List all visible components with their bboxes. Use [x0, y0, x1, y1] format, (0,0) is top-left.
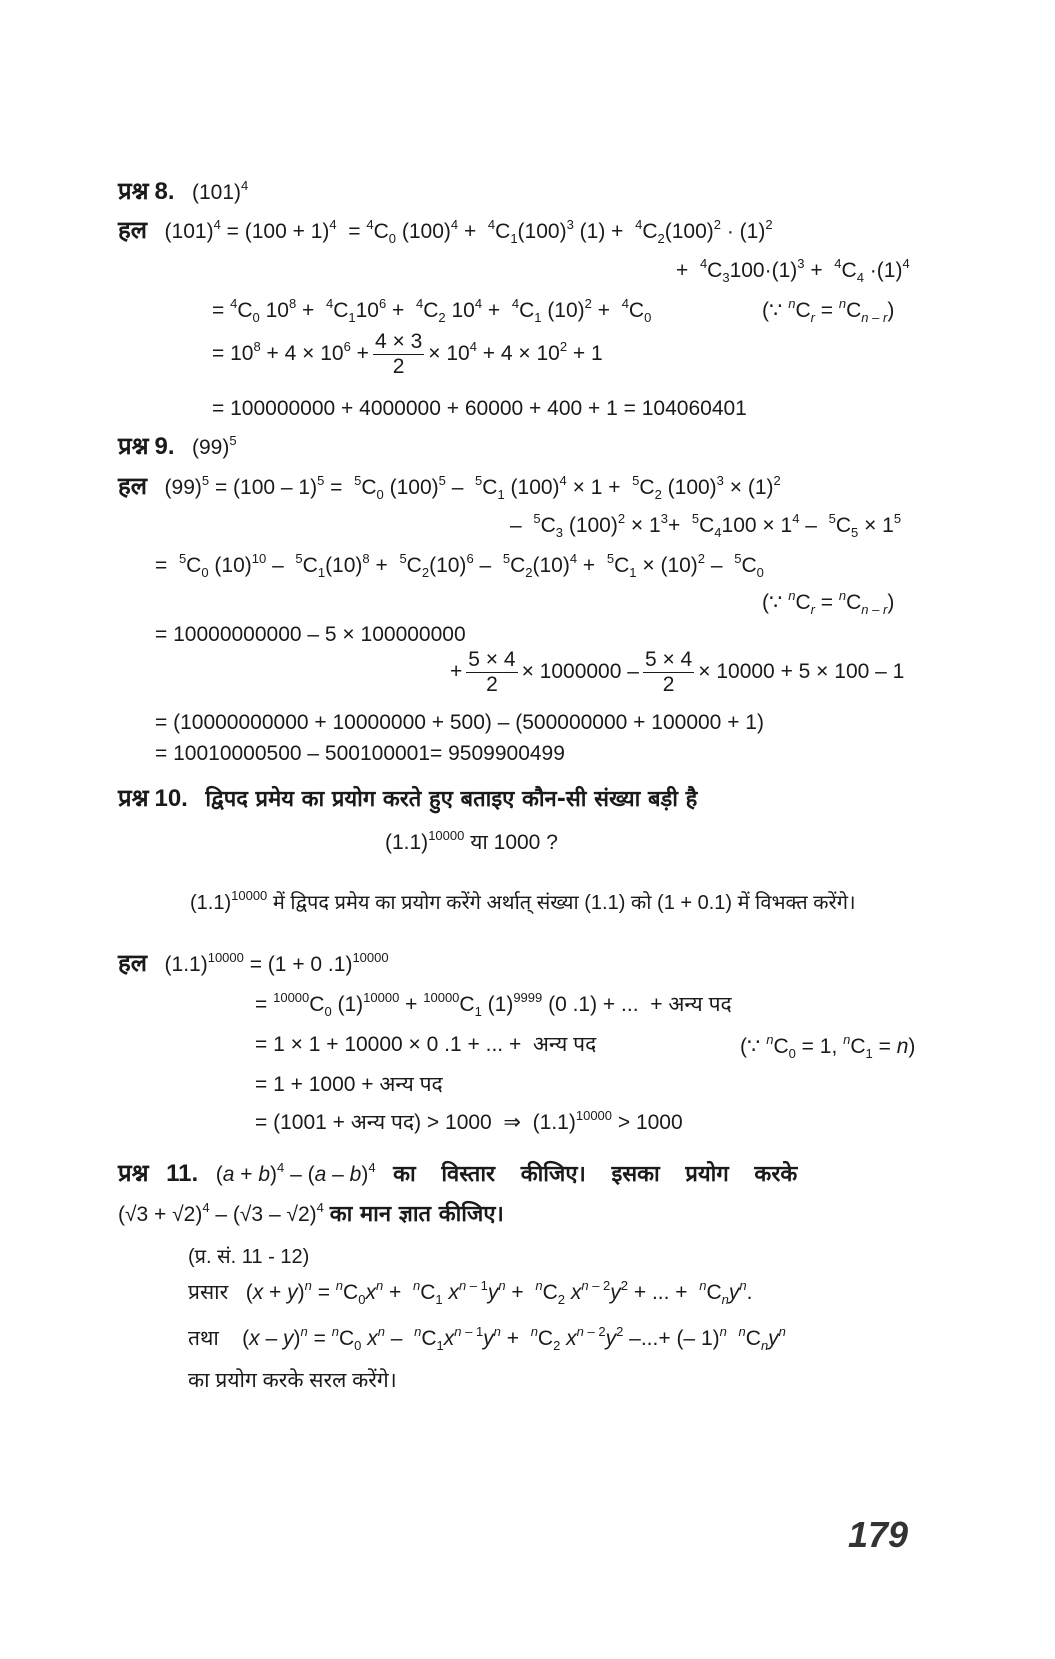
question-11-expansion-1: प्रसार $(x + y)^n = ^nC_0x^n + ^nC_1$ $x^{n - 1}y^n + ^nC_2$ $x^{n - 2}y^2$ + ... + $^nC_ny^n$.	[188, 1278, 753, 1307]
solution-10-line-1: हल $(1.1)^{10000} = (1 + 0$ .1)$^{10000}$	[118, 949, 389, 977]
question-11-expansion-2: तथा $(x - y)^n = ^nC_0$ $x^n - ^nC_1x^{n - 1}y^n + ^nC_2$ $x^{n - 2}y^2$ –...+ (– 1)$^n$ $^nC_ny^n$	[188, 1324, 786, 1353]
solution-9-line-3: = $^5C_0$ $(10)^{10} - ^5C_1(10)^8 + ^5C_2(10)^6 - ^5C_2(10)^4 + ^5C_1 \times (10)^2 - ^5C_0$	[155, 551, 764, 580]
solution-8-line-2: + $^4C_3100\cdot(1)^3 + ^4C_4 \cdot(1)^4$	[676, 256, 910, 285]
question-9-heading	[118, 433, 237, 461]
question-11-text-b: का मान ज्ञात कीजिए।	[329, 1202, 504, 1227]
solution-8-line-4: = $10^8 + 4 \times 10^6$ + $\frac{4 \times 3}{2}$ × $10^4 + 4 \times 10^2 + 1$	[212, 330, 603, 378]
solution-9-line-4: = 10000000000 – 5 × 100000000	[155, 623, 466, 646]
question-8-expression: $(101)^4$	[192, 178, 249, 204]
solution-9-line-1: हल $(99)^5 = (100 - 1)^5 = ^5C_0$ $(100)^5 - ^5C_1$ $(100)^4 \times 1 + ^5C_2$ $(100)^3 \times (1)^2$	[118, 472, 781, 502]
solution-10-line-4: = 1 + 1000 + अन्य पद	[255, 1073, 443, 1096]
solution-8-line-3: = $^4C_0$ $10^8 + ^4C_110^6 + ^4C_2$ $10^4 + ^4C_1$ $(10)^2 + ^4C_0$	[212, 296, 652, 325]
solution-10-line-2: = $^{10000}C_0$ $(1)^{10000} + ^{10000}C_1$ $(1)^{9999}$ (0 .1) + ... + अन्य पद	[255, 990, 732, 1019]
question-label: प्रश्न	[118, 432, 149, 460]
question-label: प्रश्न	[118, 784, 149, 812]
question-label: प्रश्न	[118, 177, 149, 205]
question-11-closing: का प्रयोग करके सरल करेंगे।	[188, 1369, 397, 1392]
solution-9-line-2: – $^5C_3$ $(100)^2 \times 1^3+ ^5C_4100 \times 1^4 - ^5C_5 \times 1^5$	[510, 511, 902, 540]
solution-8-identity: (∵ $^nC_r = ^nC_{n - r}$)	[762, 296, 895, 325]
question-number: 8.	[154, 178, 175, 205]
solution-10-line-5: = (1001 + अन्य पद) > 1000 ⇒ $(1.1)^{10000} > 1000$	[255, 1108, 683, 1134]
question-number: 10.	[154, 785, 188, 812]
question-label: प्रश्न	[118, 1159, 149, 1187]
question-10-hint: $(1.1)^{10000}$ में द्विपद प्रमेय का प्रयोग करेंगे अर्थात् संख्या (1.1) को (1 + 0.1) में विभक्त करेंगे।	[190, 888, 856, 914]
question-11-line-2: $(√3 + √2)^4 - (√3 - √2)^4$ का मान ज्ञात कीजिए।	[118, 1200, 504, 1227]
question-10-heading	[118, 785, 697, 813]
fraction: $\frac{5 \times 4}{2}$	[644, 648, 693, 696]
solution-9-line-7: = 10010000500 – 500100001= 9509900499	[155, 742, 565, 765]
question-number: 11.	[166, 1160, 199, 1187]
solution-9-line-6: = (10000000000 + 10000000 + 500) – (500000000 + 100000 + 1)	[155, 711, 764, 734]
page-number: 179	[848, 1514, 909, 1555]
solution-8-line-5: = 100000000 + 4000000 + 60000 + 400 + 1 = 104060401	[212, 397, 747, 420]
fraction: $\frac{4 \times 3}{2}$	[374, 330, 423, 378]
question-11-heading: प्रश्न 11. $(a + b)^4 - (a - b)^4$ का विस्तार कीजिए। इसका प्रयोग करके	[118, 1159, 798, 1187]
solution-label: हल	[118, 472, 148, 500]
solution-label: हल	[118, 216, 148, 244]
question-9-expression: $(99)^5$	[192, 433, 237, 459]
solution-10-line-3: = 1 × 1 + 10000 × 0 .1 + ... + अन्य पद	[255, 1033, 597, 1056]
question-number: 9.	[154, 433, 175, 460]
question-10-comparison: $(1.1)^{10000}$ या 1000 ?	[385, 828, 558, 854]
solution-9-identity: (∵ $^nC_r = ^nC_{n - r}$)	[762, 588, 895, 617]
solution-label: हल	[118, 949, 148, 977]
fraction: $\frac{5 \times 4}{2}$	[468, 648, 516, 696]
solution-9-line-5: + $\frac{5 \times 4}{2}$ × 1000000 – $\frac{5 \times 4}{2}$ × 10000 + 5 × 100 – 1	[450, 648, 905, 696]
question-8-heading	[118, 178, 248, 206]
solution-10-identity: (∵ $^nC_0 = 1$, $^nC_1 = n$)	[740, 1032, 916, 1061]
question-11-text-a: का विस्तार कीजिए। इसका प्रयोग करके	[393, 1162, 798, 1187]
question-10-text: द्विपद प्रमेय का प्रयोग करते हुए बताइए कौन-सी संख्या बड़ी है	[205, 787, 698, 812]
solution-8-line-1: हल $(101)^4 = (100 + 1)^4 = ^4C_0$ $(100)^4 + ^4C_1(100)^3$ $(1) + ^4C_2(100)^2 \cdot (1)^2$	[118, 216, 773, 246]
question-11-reference: (प्र. सं. 11 - 12)	[188, 1246, 310, 1268]
